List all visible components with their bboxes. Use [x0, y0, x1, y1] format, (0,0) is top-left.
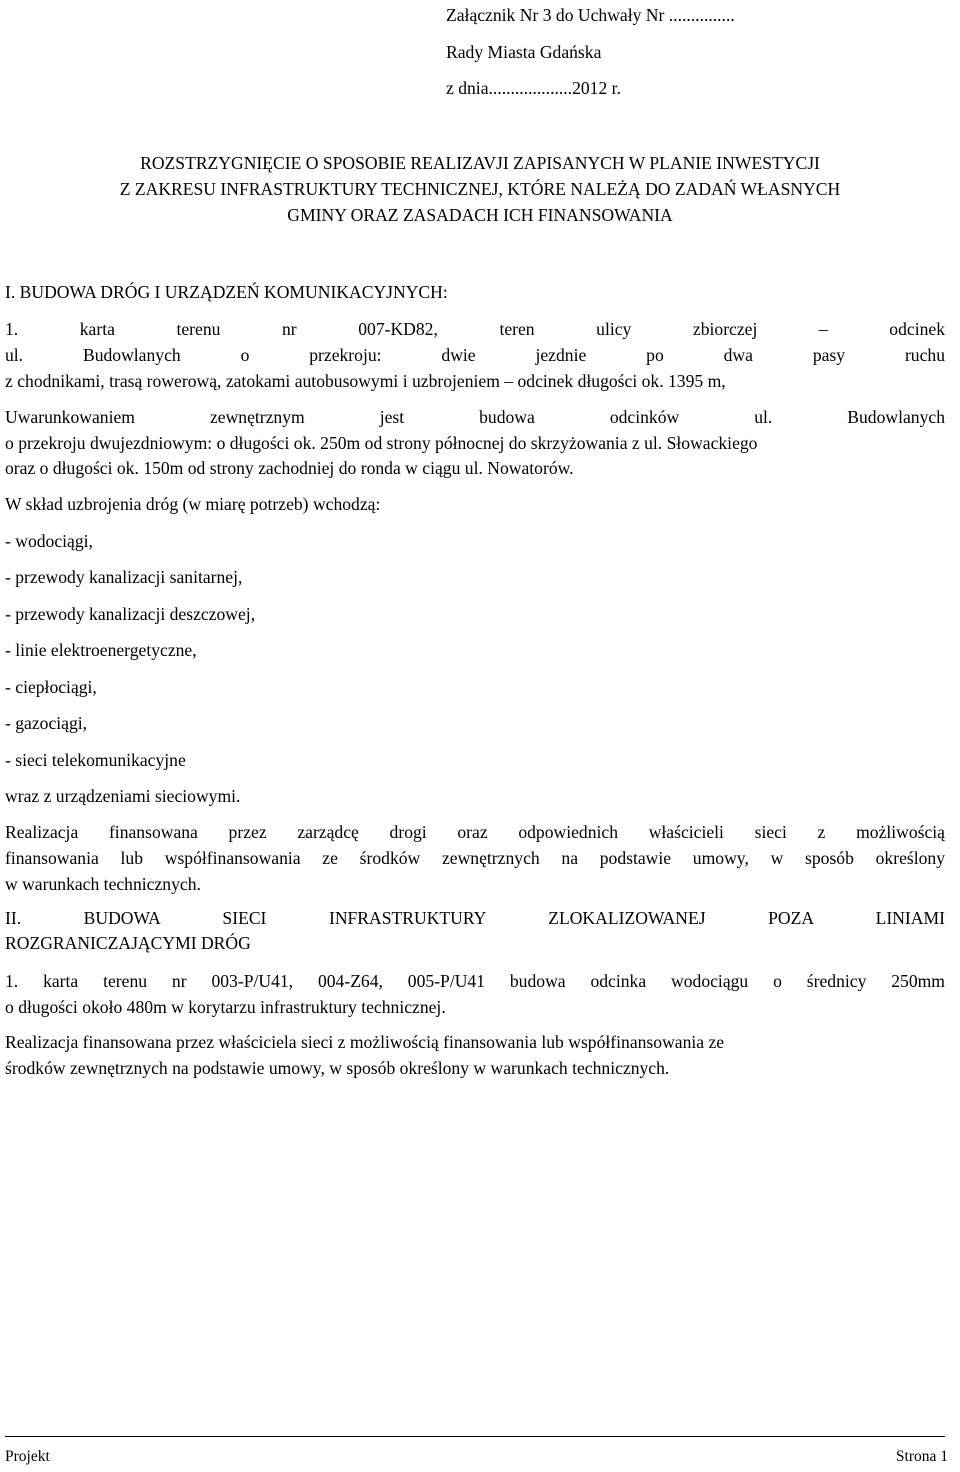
composition-intro: W skład uzbrojenia dróg (w miarę potrzeb) wchodzą:: [5, 494, 381, 514]
section-2-heading-line-1: II. BUDOWA SIECI INFRASTRUKTURY ZLOKALIZOWANEJ POZA LINIAMI: [5, 908, 945, 928]
section-1-condition-line-1: Uwarunkowaniem zewnętrznym jest budowa odcinków ul. Budowlanych: [5, 407, 945, 427]
list-item: - wodociągi,: [5, 531, 93, 551]
document-title: [0, 150, 960, 228]
attachment-line-date: z dnia...................2012 r.: [446, 78, 621, 98]
footer-draft-label: Projekt: [5, 1448, 50, 1465]
list-item: - linie elektroenergetyczne,: [5, 640, 197, 660]
title-line-3: GMINY ORAZ ZASADACH ICH FINANSOWANIA: [287, 205, 673, 225]
section-2-item-1-line-2: o długości około 480m w korytarzu infrastruktury technicznej.: [5, 997, 446, 1017]
list-item: - przewody kanalizacji sanitarnej,: [5, 567, 243, 587]
section-1-item-1-line-3: z chodnikami, trasą rowerową, zatokami autobusowymi i uzbrojeniem – odcinek długości ok. 1395 m,: [5, 371, 726, 391]
section-2-finance-line-1: Realizacja finansowana przez właściciela sieci z możliwością finansowania lub współfinansowania ze: [5, 1032, 725, 1052]
section-1-item-1-line-1: 1. karta terenu nr 007-KD82, teren ulicy zbiorczej – odcinek: [5, 319, 945, 339]
title-line-2: Z ZAKRESU INFRASTRUKTURY TECHNICZNEJ, KTÓRE NALEŻĄ DO ZADAŃ WŁASNYCH: [119, 179, 841, 199]
footer-page-number: Strona 1: [895, 1448, 948, 1465]
composition-outro: wraz z urządzeniami sieciowymi.: [5, 786, 241, 806]
footer-divider: [5, 1436, 945, 1437]
list-item: - sieci telekomunikacyjne: [5, 750, 186, 770]
section-1-finance-line-3: w warunkach technicznych.: [5, 874, 201, 894]
attachment-line-number: Załącznik Nr 3 do Uchwały Nr ...............: [446, 5, 735, 25]
list-item: - przewody kanalizacji deszczowej,: [5, 604, 256, 624]
list-item: - gazociągi,: [5, 713, 88, 733]
section-1-heading: I. BUDOWA DRÓG I URZĄDZEŃ KOMUNIKACYJNYCH:: [5, 282, 448, 302]
section-2-finance-line-2: środków zewnętrznych na podstawie umowy, w sposób określony w warunkach technicznych.: [5, 1058, 670, 1078]
attachment-line-council: Rady Miasta Gdańska: [446, 41, 602, 62]
section-2-heading-line-2: ROZGRANICZAJĄCYMI DRÓG: [5, 933, 251, 953]
title-line-1: ROZSTRZYGNIĘCIE O SPOSOBIE REALIZAVJI ZAPISANYCH W PLANIE INWESTYCJI: [140, 153, 820, 173]
section-1-finance-line-2: finansowania lub współfinansowania ze środków zewnętrznych na podstawie umowy, w sposób określony: [5, 848, 945, 868]
section-1-finance-line-1: Realizacja finansowana przez zarządcę drogi oraz odpowiednich właścicieli sieci z możliwością: [5, 822, 945, 842]
section-1-condition-line-2: o przekroju dwujezdniowym: o długości ok. 250m od strony północnej do skrzyżowania z ul. Słowackiego: [5, 433, 758, 453]
section-1-condition-line-3: oraz o długości ok. 150m od strony zachodniej do ronda w ciągu ul. Nowatorów.: [5, 458, 574, 478]
list-item: - ciepłociągi,: [5, 677, 97, 697]
section-2-item-1-line-1: 1. karta terenu nr 003-P/U41, 004-Z64, 005-P/U41 budowa odcinka wodociągu o średnicy 250mm: [5, 971, 945, 991]
attachment-header: [446, 2, 946, 112]
section-1-item-1-line-2: ul. Budowlanych o przekroju: dwie jezdnie po dwa pasy ruchu: [5, 345, 945, 365]
